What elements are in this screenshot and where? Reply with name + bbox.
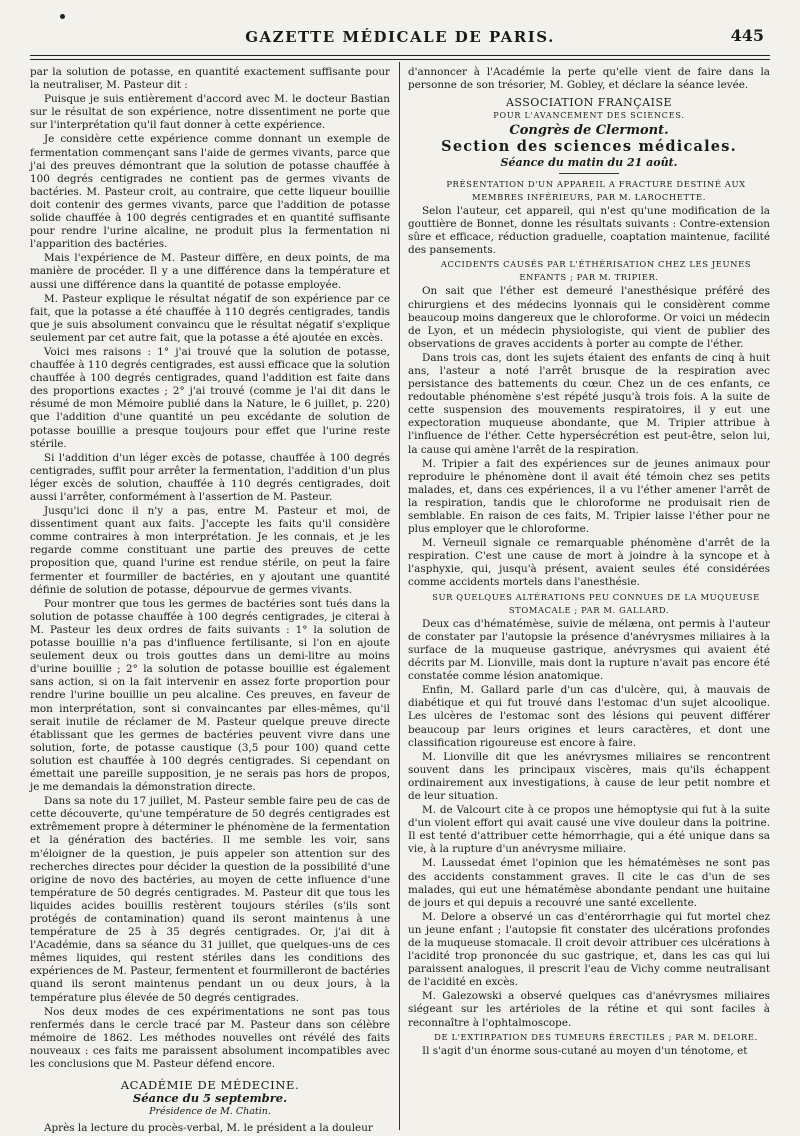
paragraph: Il s'agit d'un énorme sous-cutané au moyen d'un ténotome, et: [422, 1044, 748, 1057]
journal-title: GAZETTE MÉDICALE DE PARIS.: [245, 28, 555, 46]
paragraph: M. Delore a observé un cas d'entérorrhagie qui fut mortel chez un jeune enfant ; l'autopsie fit constater des ulcérations profondes de la muqueuse stomacale. Il croit devoir attribuer ces ulcérations à l'acidité trop prononcée du suc gastrique, et, dans les cas qui lui paraissent analogues, il prescrit l'eau de Vichy comme neutralisant de l'acidité en excès.: [408, 910, 770, 989]
masthead: [30, 28, 770, 50]
right-column: [408, 66, 770, 1126]
paragraph: Si l'addition d'un léger excès de potasse, chauffée à 100 degrés centigrades, suffit pour arrêter la fermentation, l'addition d'un plus léger excès de solution, chauffée à 110 degrés centigrades, doit aussi l'arrêter, conformément à l'assertion de M. Pasteur.: [30, 451, 390, 503]
article-title: PRÉSENTATION D'UN APPAREIL A FRACTURE DESTINÉ AUX MEMBRES INFÉRIEURS, PAR M. LAROCHETTE.: [446, 178, 746, 202]
left-column: [30, 66, 390, 1135]
paragraph: Dans trois cas, dont les sujets étaient des enfants de cinq à huit ans, l'asteur a noté l'arrêt brusque de la respiration avec persistance des battements du cœur. Chez un de ces enfants, ce redoutable phénomène s'est répété jusqu'à trois fois. A la suite de cette suspension des mouvements respiratoires, il y eut une expectoration muqueuse abondante, que M. Tripier attribue à l'influence de l'éther. Cette hypersécrétion est peut-être, selon lui, la cause qui amène l'arrêt de la respiration.: [408, 351, 770, 456]
congress-heading: Congrès de Clermont.: [509, 123, 669, 139]
paragraph: M. Tripier a fait des expériences sur de jeunes animaux pour reproduire le phénomène dont il avait été témoin chez ses petits malades, et, dans ces expériences, il a vu l'éther amener l'arrêt de la respiration, tandis que le chloroforme ne produisait rien de semblable. En raison de ces faits, M. Tripier laisse l'éther pour ne plus employer que le chloroforme.: [408, 457, 770, 536]
paragraph: M. Galezowski a observé quelques cas d'anévrysmes miliaires siégeant sur les artérioles de la rétine et qui sont faciles à reconnaître à l'ophtalmoscope.: [408, 990, 770, 1029]
paragraph: Pour montrer que tous les germes de bactéries sont tués dans la solution de potasse chauffée à 100 degrés centigrades, je citerai à M. Pasteur les deux ordres de faits suivants : 1° la solution de potasse bouillie n'a pas d'influence fertilisante, si l'on en ajoute seulement deux ou trois gouttes dans un demi-litre au moins d'urine bouillie ; 2° la solution de potasse bouillie est également sans action, si on la fait intervenir en assez forte proportion pour rendre l'urine bouillie un peu alcaline. Ces preuves, en faveur de mon interprétation, sont si convaincantes par elles-mêmes, qu'il serait inutile de réclamer de M. Pasteur quelque preuve directe établissant que les germes de bactéries peuvent vivre dans une solution, forte, de potasse caustique (3,5 pour 100) quand cette solution est chauffée à 100 degrés centigrades. Si cependant on émettait une pareille supposition, je ne serais pas hors de propos, je me demandais la démonstration directe.: [30, 597, 390, 794]
paragraph: Dans sa note du 17 juillet, M. Pasteur semble faire peu de cas de cette découverte, qu'une température de 50 degrés centigrades est extrêmement propre à déterminer le phénomène de la fermentation et la génération des bactéries. Il me semble les voir, sans m'éloigner de la question, je puis appeler son attention sur des recherches directes pour décider la question de la possibilité d'une origine de novo des bactéries, au moyen de cette influence d'une température de 50 degrés centigrades. M. Pasteur dit que tous les liquides acides bouillis restèrent toujours stériles (s'ils sont protégés de contamination) quand ils seront maintenus à une température de 25 à 35 degrés centigrades. Or, j'ai dit à l'Académie, dans sa séance du 31 juillet, que quelques-uns de ces mêmes liquides, qui restent stériles dans les conditions des expériences de M. Pasteur, fermentent et fourmilleront de bactéries quand ils seront maintenus pendant un ou deux jours, à la température plus élevée de 50 degrés centigrades.: [30, 795, 390, 1004]
session-heading: Séance du matin du 21 août.: [500, 155, 678, 169]
paragraph: Puisque je suis entièrement d'accord avec M. le docteur Bastian sur le résultat de son expérience, notre dissentiment ne porte que sur l'interprétation qu'il faut donner à cette expérience.: [30, 93, 390, 132]
academy-session: Séance du 5 septembre.: [132, 1091, 288, 1106]
paragraph: par la solution de potasse, en quantité exactement suffisante pour la neutraliser, M. Pasteur dit :: [30, 66, 390, 92]
section-heading: Section des sciences médicales.: [441, 138, 737, 156]
article-title: SUR QUELQUES ALTÉRATIONS PEU CONNUES DE LA MUQUEUSE STOMACALE ; PAR M. GALLARD.: [432, 591, 760, 615]
paragraph: Selon l'auteur, cet appareil, qui n'est qu'une modification de la gouttière de Bonnet, donne les résultats suivants : Contre-extension sûre et efficace, réduction graduelle, coaptation maintenue, facilité des pansements.: [408, 204, 770, 257]
ink-dot: [60, 14, 65, 19]
header-rule-thin: [30, 59, 770, 60]
paragraph: Je considère cette expérience comme donnant un exemple de fermentation commençant sans l'aide de germes vivants, parce que j'ai des preuves démontrant que la solution de potasse chauffée à 100 degrés centigrades ne contient pas de germes vivants de bactéries. M. Pasteur croit, au contraire, que cette liqueur bouillie doit contenir des germes vivants, parce que l'addition de potasse solide chauffée à 100 degrés centigrades et en quantité suffisante pour rendre l'urine alcaline, ne produit plus la fermentation ni l'apparition des bactéries.: [30, 133, 390, 251]
paragraph: Deux cas d'hématémèse, suivie de mélæna, ont permis à l'auteur de constater par l'autopsie la présence d'anévrysmes miliaires à la surface de la muqueuse gastrique, anévrysmes qui avaient été décrits par M. Lionville, mais dont la rupture n'avait pas encore été constatée comme lésion anatomique.: [408, 617, 770, 683]
paragraph: Nos deux modes de ces expérimentations ne sont pas tous renfermés dans le cercle tracé par M. Pasteur dans son célèbre mémoire de 1862. Les méthodes nouvelles ont révélé des faits nouveaux : ces faits me paraissent absolument incompatibles avec les conclusions que M. Pasteur défend encore.: [30, 1005, 390, 1071]
academy-presidence: Présidence de M. Chatin.: [149, 1106, 271, 1118]
header-rule: [30, 55, 770, 56]
paragraph: M. Lionville dit que les anévrysmes miliaires se rencontrent souvent dans les principaux viscères, mais qu'ils échappent ordinairement aux investigations, à cause de leur petit nombre et de leur situation.: [408, 750, 770, 802]
paragraph: Voici mes raisons : 1° j'ai trouvé que la solution de potasse, chauffée à 110 degrés centigrades, est aussi efficace que la solution chauffée à 100 degrés centigrades, quand l'addition est faite dans des proportions exactes ; 2° j'ai trouvé (comme je l'ai dit dans le résumé de mon Mémoire publié dans la Nature, le 6 juillet, p. 220) que l'addition d'une quantité un peu excédante de solution de potasse bouillie a presque toujours pour effet que l'urine reste stérile.: [30, 345, 390, 450]
paragraph: Jusqu'ici donc il n'y a pas, entre M. Pasteur et moi, de dissentiment quant aux faits. J'accepte les faits qu'il considère comme contraires à mon interprétation. Je les connais, et je les regarde comme constituant une partie des preuves de cette proposition que, quand l'urine est rendue stérile, on peut la faire fermenter et fourmiller de bactéries, en y ajoutant une quantité définie de solution de potasse, dépourvue de germes vivants.: [30, 505, 390, 596]
page-number: 445: [730, 26, 764, 45]
paragraph: M. Pasteur explique le résultat négatif de son expérience par ce fait, que la potasse a été chauffée à 110 degrés centigrades, tandis que je suis absolument convaincu que le résultat négatif s'explique seulement par cet autre fait, que la potasse a été ajoutée en excès.: [30, 292, 390, 344]
divider-rule: [559, 173, 619, 174]
paragraph: On sait que l'éther est demeuré l'anesthésique préféré des chirurgiens et des médecins lyonnais qui le considèrent comme beaucoup moins dangereux que le chloroforme. Or voici un médecin de Lyon, et un médecin physiologiste, qui vient de publier des observations de graves accidents à porter au compte de l'éther.: [408, 285, 770, 350]
association-heading: ASSOCIATION FRANÇAISE: [505, 96, 673, 110]
paragraph: Enfin, M. Gallard parle d'un cas d'ulcère, qui, à mauvais de diabétique et qui fut trouvé dans l'estomac d'un sujet alcoolique. Les ulcères de l'estomac sont des lésions qui peuvent différer beaucoup par leurs origines et leurs caractères, et dont une classification rigoureuse est encore à faire.: [408, 684, 770, 749]
paragraph: Après la lecture du procès-verbal, M. le président a la douleur: [44, 1122, 373, 1135]
association-subheading: POUR L'AVANCEMENT DES SCIENCES.: [493, 111, 685, 121]
paragraph: Mais l'expérience de M. Pasteur diffère, en deux points, de ma manière de procéder. Il y a une différence dans la température et aussi une différence dans la quantité de potasse employée.: [30, 252, 390, 291]
article-title: ACCIDENTS CAUSÉS PAR L'ÉTHÉRISATION CHEZ LES JEUNES ENFANTS ; PAR M. TRIPIER.: [440, 259, 752, 283]
paragraph: M. de Valcourt cite à ce propos une hémoptysie qui fut à la suite d'un violent effort qui avait causé une vive douleur dans la poitrine. Il est tenté d'attribuer cette hémorrhagie, qui a été unique dans sa vie, à la rupture d'un anévrysme miliaire.: [408, 804, 770, 856]
paragraph: d'annoncer à l'Académie la perte qu'elle vient de faire dans la personne de son trésorier, M. Gobley, et déclare la séance levée.: [408, 66, 770, 92]
column-divider: [399, 62, 400, 1130]
paragraph: M. Verneuil signale ce remarquable phénomène d'arrêt de la respiration. C'est une cause de mort à joindre à la syncope et à l'asphyxie, qui, jusqu'à présent, avaient seules été considérées comme accidents mortels dans l'anesthésie.: [408, 537, 770, 589]
paragraph: M. Laussedat émet l'opinion que les hématémèses ne sont pas des accidents constamment graves. Il cite le cas d'un de ses malades, qui eut une hématémèse abondante pendant une huitaine de jours et qui depuis a recouvré une santé excellente.: [408, 857, 770, 909]
academy-heading: ACADÉMIE DE MÉDECINE.: [120, 1078, 300, 1093]
article-title: DE L'EXTIRPATION DES TUMEURS ÉRECTILES ; PAR M. DELORE.: [434, 1031, 758, 1042]
